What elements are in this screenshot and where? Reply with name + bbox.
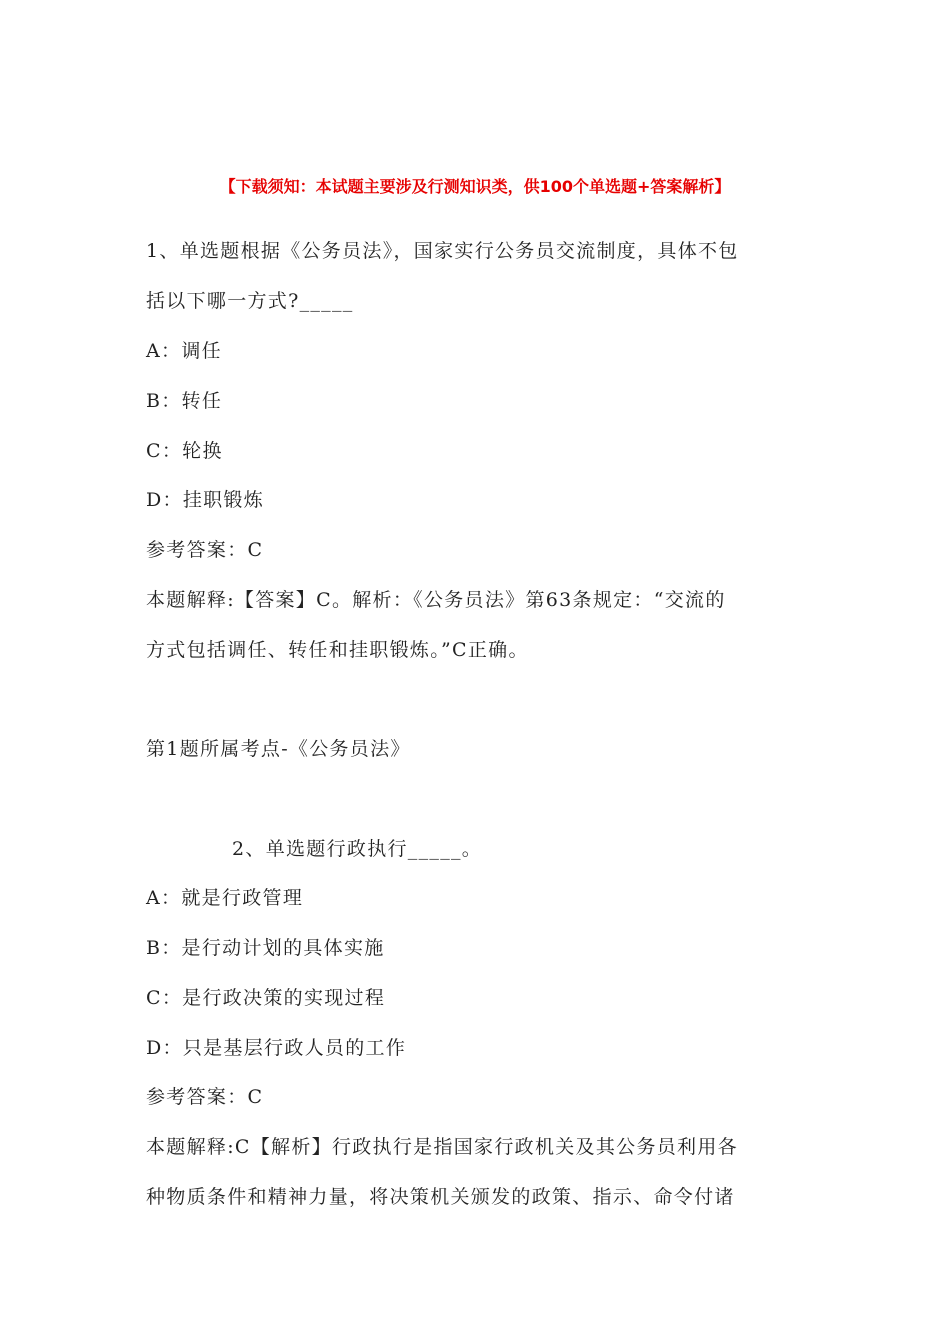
- q2-explanation-line-1: 本题解释:C【解析】行政执行是指国家行政机关及其公务员利用各: [146, 1136, 738, 1158]
- q2-answer: 参考答案：C: [146, 1086, 264, 1108]
- q1-explanation-line-2: 方式包括调任、转任和挂职锻炼。”C正确。: [146, 639, 529, 661]
- q2-explanation-line-2: 种物质条件和精神力量，将决策机关颁发的政策、指示、命令付诸: [146, 1186, 735, 1208]
- q1-option-a: A：调任: [146, 340, 222, 362]
- q1-explanation-line-1: 本题解释:【答案】C。解析：《公务员法》第63条规定：“交流的: [146, 589, 726, 611]
- q1-option-b: B：转任: [146, 390, 223, 412]
- q2-option-c: C：是行政决策的实现过程: [146, 987, 386, 1009]
- q1-stem-line-1: 1、单选题根据《公务员法》，国家实行公务员交流制度，具体不包: [146, 240, 739, 262]
- q1-option-c: C：轮换: [146, 440, 223, 462]
- download-notice: 【下载须知：本试题主要涉及行测知识类，供100个单选题+答案解析】: [219, 177, 731, 196]
- q2-stem-line-1: 2、单选题行政执行_____。: [232, 838, 483, 860]
- q2-option-a: A：就是行政管理: [146, 887, 304, 909]
- q1-topic: 第1题所属考点-《公务员法》: [146, 738, 411, 760]
- q1-answer: 参考答案：C: [146, 539, 264, 561]
- q1-option-d: D：挂职锻炼: [146, 489, 265, 511]
- q1-stem-line-2: 括以下哪一方式?_____: [146, 290, 354, 312]
- q2-option-b: B：是行动计划的具体实施: [146, 937, 385, 959]
- q2-option-d: D：只是基层行政人员的工作: [146, 1037, 407, 1059]
